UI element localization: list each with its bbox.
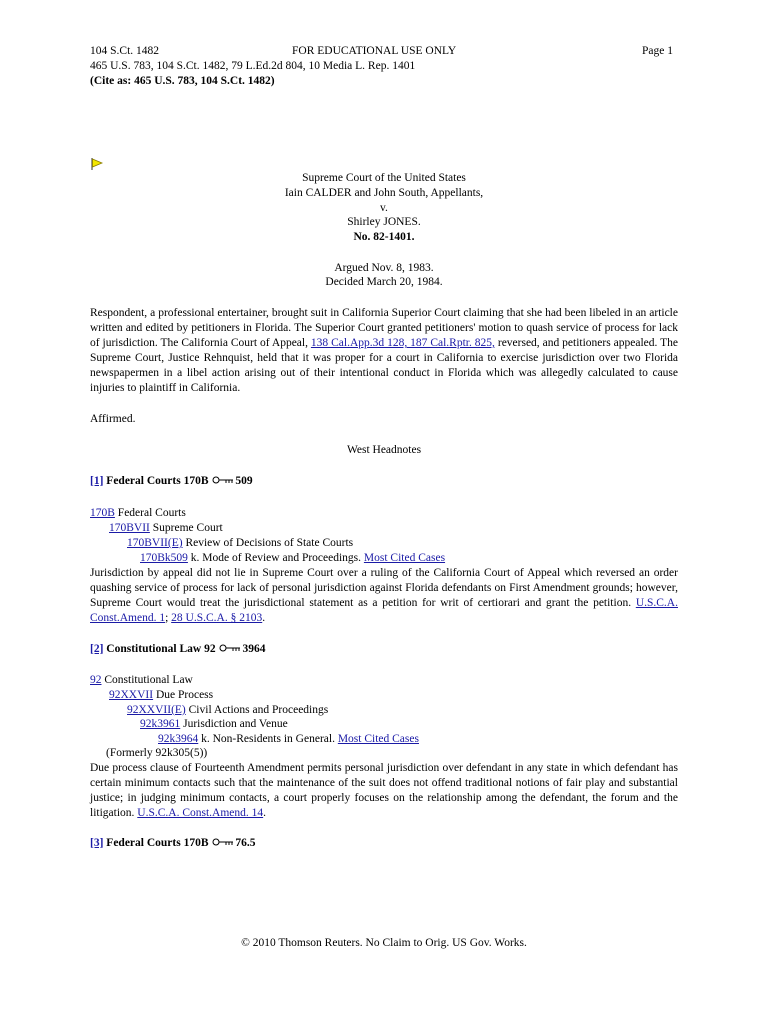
appellants: Iain CALDER and John South, Appellants,	[284, 187, 484, 199]
headnotes-title: West Headnotes	[346, 444, 422, 456]
most-cited-cases-link[interactable]: Most Cited Cases	[337, 733, 419, 745]
headnote-1-key: 509	[235, 475, 253, 487]
flag-icon[interactable]	[90, 157, 104, 171]
headnote-1-line-2: 170BVII Supreme Court	[109, 522, 223, 534]
headnote-3-key: 76.5	[235, 837, 256, 849]
argued-date: Argued Nov. 8, 1983.	[334, 262, 434, 274]
topic-link[interactable]: 170BVII(E)	[127, 537, 183, 549]
disposition: Affirmed.	[90, 413, 136, 425]
headnote-2-number[interactable]: [2]	[90, 643, 104, 655]
headnote-2-line-4: 92k3961 Jurisdiction and Venue	[140, 718, 288, 730]
topic-link[interactable]: 92	[90, 674, 102, 686]
headnote-2-line-2: 92XXVII Due Process	[109, 689, 214, 701]
headnote-1-line-1: 170B Federal Courts	[90, 507, 186, 519]
headnote-2-topic: Constitutional Law 92	[106, 643, 216, 655]
topic-link[interactable]: 170Bk509	[140, 552, 188, 564]
headnote-1-heading	[90, 474, 253, 489]
topic-link[interactable]: 92k3961	[140, 718, 181, 730]
decided-date: Decided March 20, 1984.	[325, 276, 443, 288]
synopsis-cite-link[interactable]: 138 Cal.App.3d 128, 187 Cal.Rptr. 825,	[310, 337, 495, 349]
headnote-2-heading	[90, 642, 265, 657]
court-name: Supreme Court of the United States	[302, 172, 466, 184]
versus: v.	[380, 202, 388, 214]
headnote-1-body: Jurisdiction by appeal did not lie in Supreme Court over a ruling of the California Court of Appeal which reversed an order quashing service of process for lack of personal jurisdiction against Florida defendants on First Amendment grounds; however, Supreme Court would treat the jurisdictional statement as a petition for writ of certiorari and grant the petition. U.S.C.A. Const.Amend. 1; 28 U.S.C.A. § 2103.	[90, 567, 678, 624]
headnote-1-line-4: 170Bk509 k. Mode of Review and Proceedings. Most Cited Cases	[140, 552, 446, 564]
statute-link[interactable]: 28 U.S.C.A. § 2103	[171, 612, 263, 624]
headnote-2-line-5: 92k3964 k. Non-Residents in General. Most Cited Cases	[158, 733, 419, 745]
key-number-icon	[212, 838, 234, 846]
topic-link[interactable]: 92XXVII	[109, 689, 154, 701]
headnote-3-topic: Federal Courts 170B	[106, 837, 209, 849]
key-number-icon	[212, 476, 234, 484]
headnote-1-topic: Federal Courts 170B	[106, 475, 209, 487]
header-parallel-cites: 465 U.S. 783, 104 S.Ct. 1482, 79 L.Ed.2d 804, 10 Media L. Rep. 1401	[90, 60, 416, 72]
topic-link[interactable]: 92k3964	[158, 733, 199, 745]
docket-number: No. 82-1401.	[353, 231, 415, 243]
statute-link[interactable]: U.S.C.A. Const.Amend. 14	[137, 807, 264, 819]
appellee: Shirley JONES.	[347, 216, 421, 228]
statute-link[interactable]: U.S.C.A. Const.Amend. 1	[90, 597, 678, 624]
header-cite-as: (Cite as: 465 U.S. 783, 104 S.Ct. 1482)	[90, 75, 275, 87]
headnote-3-heading	[90, 836, 256, 851]
headnote-1-line-3: 170BVII(E) Review of Decisions of State Courts	[127, 537, 354, 549]
headnote-2-formerly: (Formerly 92k305(5))	[106, 747, 208, 759]
headnote-2-line-3: 92XXVII(E) Civil Actions and Proceedings	[127, 704, 329, 716]
header-citation: 104 S.Ct. 1482	[90, 45, 160, 57]
topic-link[interactable]: 92XXVII(E)	[127, 704, 186, 716]
most-cited-cases-link[interactable]: Most Cited Cases	[363, 552, 446, 564]
headnote-2-key: 3964	[242, 643, 266, 655]
synopsis: Respondent, a professional entertainer, brought suit in California Superior Court claiming that she had been libeled in an article written and edited by petitioners in Florida. The Superior Court granted petitioners' motion to quash service of process for lack of jurisdiction. The California Court of Appeal, 138 Cal.App.3d 128, 187 Cal.Rptr. 825, reversed, and petitioners appealed. The Supreme Court, Justice Rehnquist, held that it was proper for a court in California to exercise jurisdiction over two Florida newspapermen in a libel action arising out of their intentional conduct in Florida which was allegedly calculated to cause injuries to plaintiff in California.	[90, 307, 678, 394]
footer-copyright: © 2010 Thomson Reuters. No Claim to Orig. US Gov. Works.	[241, 937, 527, 949]
headnote-2-body: Due process clause of Fourteenth Amendment permits personal jurisdiction over defendant in any state in which defendant has certain minimum contacts such that the maintenance of the suit does not offend traditional notions of fair play and substantial justice; in judging minimum contacts, a court properly focuses on the relationship among the defendant, the forum and the litigation. U.S.C.A. Const.Amend. 14.	[90, 762, 678, 819]
headnote-2-line-1: 92 Constitutional Law	[90, 674, 193, 686]
header-page-number: Page 1	[642, 45, 673, 57]
header-notice: FOR EDUCATIONAL USE ONLY	[292, 45, 457, 57]
key-number-icon	[219, 644, 241, 652]
topic-link[interactable]: 170B	[90, 507, 115, 519]
topic-link[interactable]: 170BVII	[109, 522, 150, 534]
headnote-1-number[interactable]: [1]	[90, 475, 104, 487]
headnote-3-number[interactable]: [3]	[90, 837, 104, 849]
